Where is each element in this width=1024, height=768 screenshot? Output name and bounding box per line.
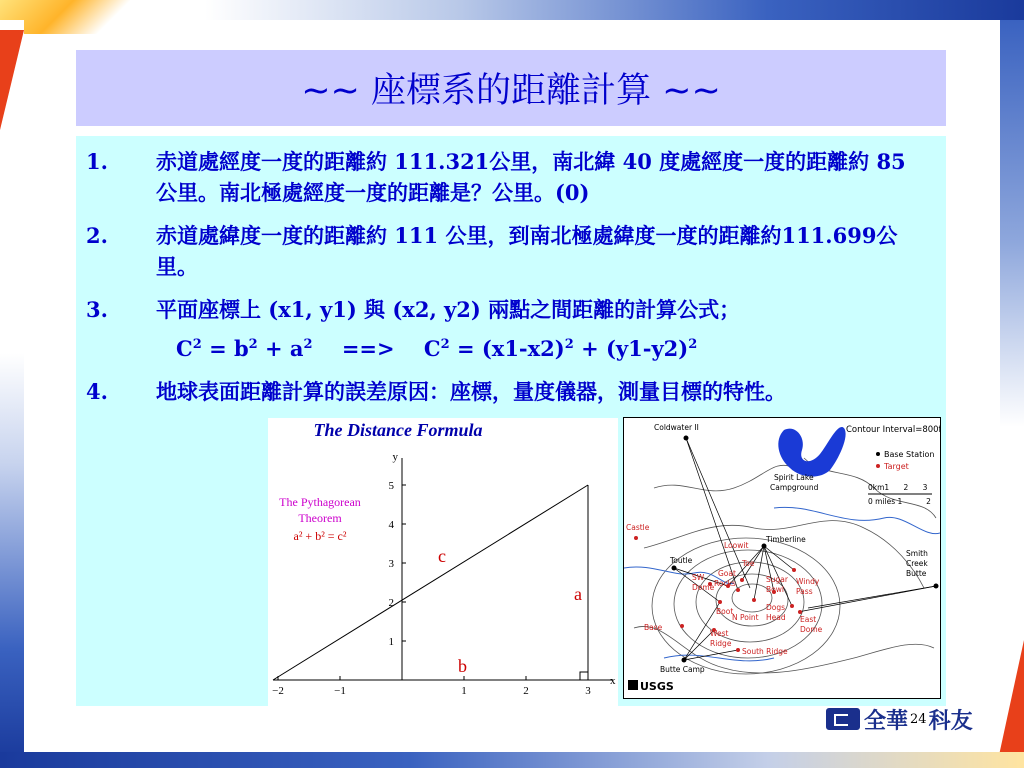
pythagorean-figure [268,418,618,706]
target-label: Rocks [714,579,736,588]
target-label: Dome [800,625,823,634]
bottom-decor-band [0,752,1024,768]
list-text: 平面座標上 (x1, y1) 與 (x2, y2) 兩點之間距離的計算公式； [156,297,741,322]
base-label: Butte [906,569,927,578]
base-label: Creek [906,559,928,568]
theorem-label: Theorem [298,511,342,525]
target-label: Head [766,613,786,622]
content-panel [76,136,946,706]
left-red-accent [0,30,24,130]
scale-km: 0km1 2 3 [868,483,928,492]
theorem-label: The Pythagorean [279,495,361,509]
scale-miles: 0 miles 1 2 [868,497,931,506]
mountain-map-figure [624,418,940,698]
left-decor-band [0,20,24,760]
base-label: Toutle [670,556,693,565]
theorem-equation: a² + b² = c² [293,529,347,543]
list-number: 3. [86,297,108,322]
distance-formula: $C^2 = b^2 + a^2$ ==> $C^2 = (x1-x2)^2 + (y1-y2)^2$ [176,336,698,361]
right-red-accent [998,640,1024,760]
y-tick: 4 [388,519,394,531]
x-tick: 2 [523,685,529,697]
side-label-a: a [574,584,582,604]
brand-name-a: 全華 [864,708,909,734]
y-tick: 3 [388,558,394,570]
target-label: Ridge [710,639,732,648]
target-label: Castle [626,523,650,532]
brand-name-b: 科友 [928,708,973,734]
publisher-logo [826,706,973,732]
target-label: Sugar [766,575,788,584]
x-tick: 1 [461,685,467,697]
target-label: West [710,629,729,638]
target-label: Pass [796,587,813,596]
y-tick: 1 [388,636,394,648]
target-label: Boot [716,607,734,616]
publisher-emblem-icon [826,708,860,730]
top-decor-band [0,0,1024,20]
side-label-c: c [438,546,446,566]
contour-interval-note: Contour Interval=800ft. [846,425,940,435]
target-label: N Point [732,613,759,622]
base-label: Timberline [766,535,806,544]
target-label: Windy [796,577,820,586]
target-label: Toe [742,559,755,568]
target-label: East [800,615,817,624]
list-number: 1. [86,149,108,174]
side-label-b: b [458,656,467,676]
svg-text:USGS: USGS [640,680,674,693]
target-label: Dogs [766,603,786,612]
lake-label: Spirit Lake [774,473,814,482]
x-tick: −2 [272,685,284,697]
x-tick: −1 [334,685,346,697]
target-label: Dome [692,583,715,592]
lake-label: Campground [770,483,819,492]
target-label: Base [644,623,663,632]
x-tick: 3 [585,685,591,697]
title-bar [76,50,946,126]
base-label: Smith [906,549,928,558]
usgs-logo [628,680,674,693]
target-label: Goat [718,569,736,578]
base-label: Coldwater II [654,423,699,432]
legend-target: Target [884,462,909,471]
target-label: South Ridge [742,647,788,656]
y-tick: 5 [388,480,394,492]
y-tick: 2 [388,597,394,609]
slide-title: ~~ 座標系的距離計算 ~~ [301,71,721,111]
figure-heading: The Distance Formula [313,420,483,440]
right-angle-mark [580,672,588,680]
list-text: 赤道處經度一度的距離約 111.321公里，南北緯 40 度處經度一度的距離約 85 公里。南北極處經度一度的距離是？公里。(0) [156,149,906,205]
slide-number: 24 [910,711,927,727]
x-axis-label: x [610,675,616,687]
target-label: SW [692,573,705,582]
list-text: 地球表面距離計算的誤差原因：座標，量度儀器，測量目標的特性。 [156,379,786,404]
legend-base: Base Station [884,450,935,459]
target-label: Loowit [724,541,749,550]
base-label: Butte Camp [660,665,705,674]
list-text: 赤道處緯度一度的距離約 111 公里，到南北極處緯度一度的距離約111.699公里。 [156,223,898,279]
list-number: 2. [86,223,108,248]
y-axis-label: y [392,451,398,463]
target-label: Bowl [766,585,784,594]
spirit-lake [778,427,845,477]
list-number: 4. [86,379,108,404]
